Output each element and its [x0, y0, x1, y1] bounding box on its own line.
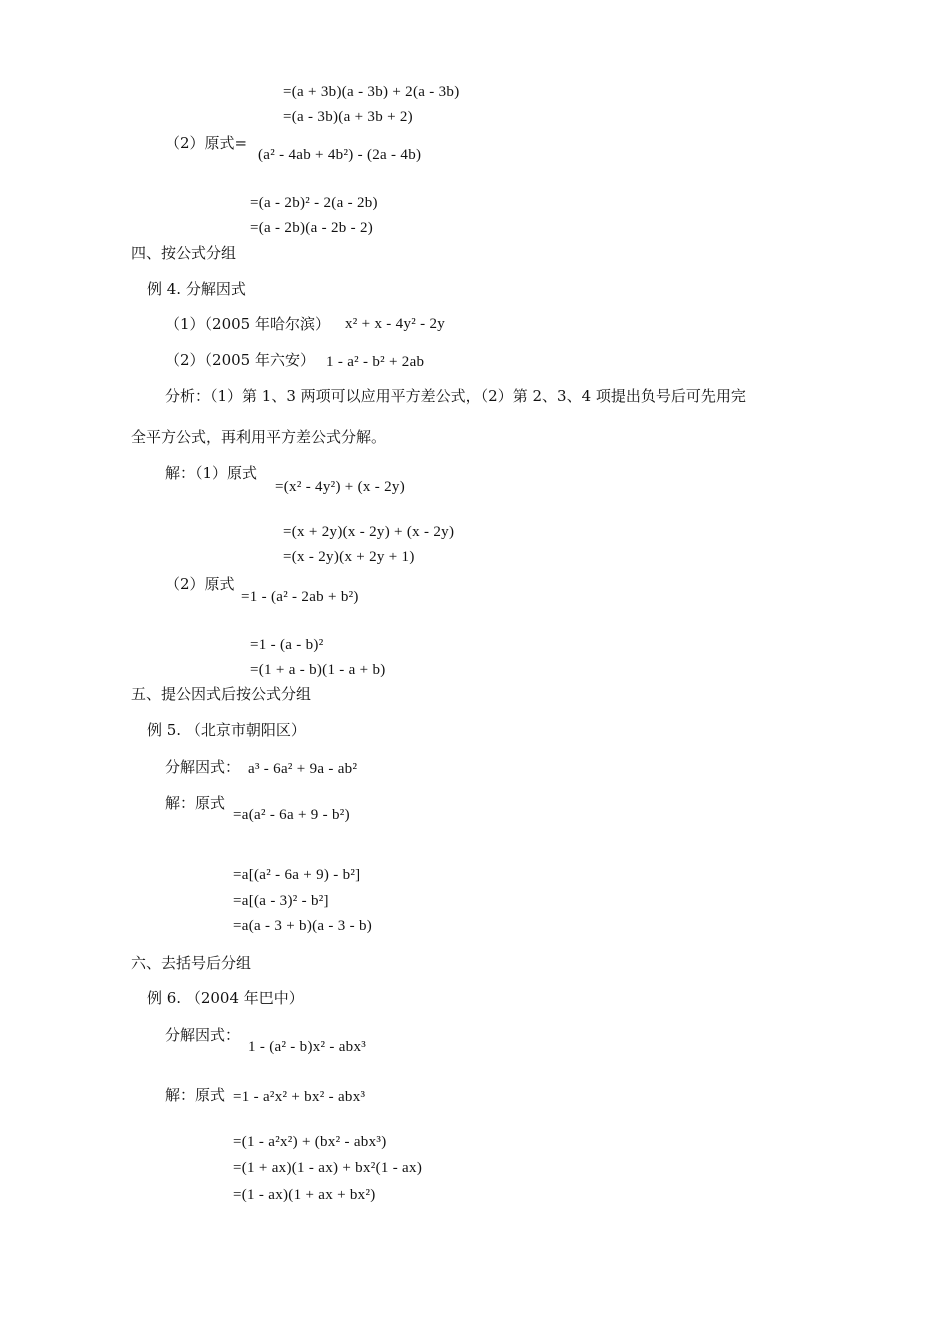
math-expression: 1 - a² - b² + 2ab: [326, 354, 425, 370]
math-line: (a² - 4ab + 4b²) - (2a - 4b): [258, 147, 422, 163]
solution-label: 解：原式: [165, 794, 226, 812]
math-line: =(x² - 4y²) + (x - 2y): [275, 479, 405, 495]
math-line: =(a - 3b)(a + 3b + 2): [283, 109, 413, 125]
example-title: 例 4. 分解因式: [147, 280, 246, 298]
question-label: （1）（2005 年哈尔滨）: [165, 315, 330, 333]
math-line: =(x + 2y)(x - 2y) + (x - 2y): [283, 524, 455, 540]
example-title: 例 5. （北京市朝阳区）: [147, 721, 306, 739]
task-label: 分解因式：: [165, 1026, 241, 1044]
math-line: =(1 - ax)(1 + ax + bx²): [233, 1187, 376, 1203]
solution-label: （2）原式=: [165, 134, 248, 152]
section-heading: 五、提公因式后按公式分组: [131, 685, 312, 703]
task-label: 分解因式：: [165, 758, 241, 776]
math-line: =(a - 2b)² - 2(a - 2b): [250, 195, 378, 211]
solution-label: 解：原式: [165, 1086, 226, 1104]
solution-label: （2）原式: [165, 575, 235, 593]
math-line: =a[(a² - 6a + 9) - b²]: [233, 867, 361, 883]
analysis-text: 分析：（1）第 1、3 两项可以应用平方差公式，（2）第 2、3、4 项提出负号后可先用完: [165, 387, 746, 405]
math-line: =1 - (a - b)²: [250, 637, 324, 653]
math-line: =(1 + a - b)(1 - a + b): [250, 662, 386, 678]
analysis-text: 全平方公式，再利用平方差公式分解。: [131, 428, 387, 446]
math-line: =(x - 2y)(x + 2y + 1): [283, 549, 415, 565]
question-label: （2）（2005 年六安）: [165, 351, 315, 369]
math-line: =(1 + ax)(1 - ax) + bx²(1 - ax): [233, 1160, 423, 1176]
math-expression: x² + x - 4y² - 2y: [345, 316, 446, 332]
math-line: =(a + 3b)(a - 3b) + 2(a - 3b): [283, 84, 460, 100]
math-line: =(a - 2b)(a - 2b - 2): [250, 220, 374, 236]
example-title: 例 6. （2004 年巴中）: [147, 989, 304, 1007]
math-line: =a(a² - 6a + 9 - b²): [233, 807, 350, 823]
math-line: =a[(a - 3)² - b²]: [233, 893, 329, 909]
math-line: =(1 - a²x²) + (bx² - abx³): [233, 1134, 387, 1150]
math-expression: a³ - 6a² + 9a - ab²: [248, 761, 358, 777]
solution-label: 解：（1）原式: [165, 464, 258, 482]
section-heading: 六、去括号后分组: [131, 954, 252, 972]
math-line: =a(a - 3 + b)(a - 3 - b): [233, 918, 373, 934]
math-expression: 1 - (a² - b)x² - abx³: [248, 1039, 367, 1055]
section-heading: 四、按公式分组: [131, 244, 237, 262]
math-line: =1 - a²x² + bx² - abx³: [233, 1089, 366, 1105]
math-line: =1 - (a² - 2ab + b²): [241, 589, 359, 605]
